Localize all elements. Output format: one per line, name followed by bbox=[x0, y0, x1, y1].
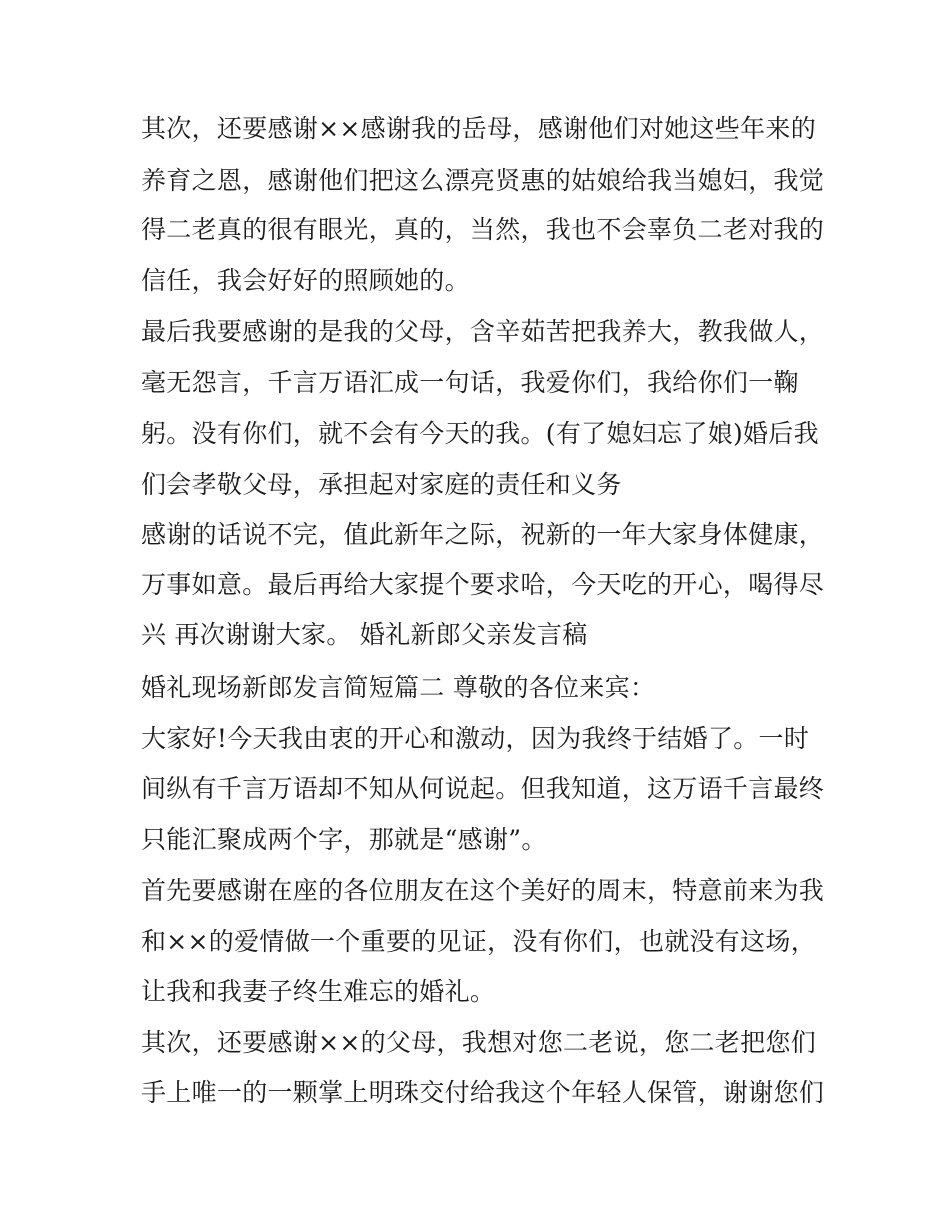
text-line: 首先要感谢在座的各位朋友在这个美好的周末，特意前来为我 bbox=[141, 876, 825, 905]
text-line: 毫无怨言，千言万语汇成一句话，我爱你们，我给你们一鞠 bbox=[141, 368, 799, 397]
text-line: 万事如意。最后再给大家提个要求哈，今天吃的开心，喝得尽 bbox=[141, 570, 825, 599]
text-line: 手上唯一的一颗掌上明珠交付给我这个年轻人保管，谢谢您们 bbox=[141, 1078, 825, 1107]
text-line: 间纵有千言万语却不知从何说起。但我知道，这万语千言最终 bbox=[141, 774, 825, 803]
text-line: 养育之恩，感谢他们把这么漂亮贤惠的姑娘给我当媳妇，我觉 bbox=[141, 166, 825, 195]
text-line: 只能汇聚成两个字，那就是“感谢”。 bbox=[141, 825, 547, 854]
text-line: 躬。没有你们，就不会有今天的我。(有了媳妇忘了娘)婚后我 bbox=[141, 419, 819, 448]
text-line: 其次，还要感谢××的父母，我想对您二老说，您二老把您们 bbox=[141, 1028, 816, 1057]
text-line: 婚礼现场新郎发言简短篇二 尊敬的各位来宾： bbox=[141, 673, 656, 702]
text-line: 得二老真的很有眼光，真的，当然，我也不会辜负二老对我的 bbox=[141, 215, 825, 244]
text-line: 兴 再次谢谢大家。 婚礼新郎父亲发言稿 bbox=[141, 620, 588, 649]
text-line: 们会孝敬父母，承担起对家庭的责任和义务 bbox=[141, 470, 622, 499]
text-line: 大家好!今天我由衷的开心和激动，因为我终于结婚了。一时 bbox=[141, 724, 810, 753]
text-line: 和××的爱情做一个重要的见证，没有你们，也就没有这场， bbox=[141, 927, 816, 956]
text-line: 最后我要感谢的是我的父母，含辛茹苦把我养大，教我做人， bbox=[141, 317, 825, 346]
text-line: 让我和我妻子终生难忘的婚礼。 bbox=[141, 977, 496, 1006]
text-line: 感谢的话说不完，值此新年之际，祝新的一年大家身体健康， bbox=[141, 520, 825, 549]
text-line: 其次，还要感谢××感谢我的岳母，感谢他们对她这些年来的 bbox=[141, 114, 816, 143]
text-line: 信任，我会好好的照顾她的。 bbox=[141, 266, 470, 295]
